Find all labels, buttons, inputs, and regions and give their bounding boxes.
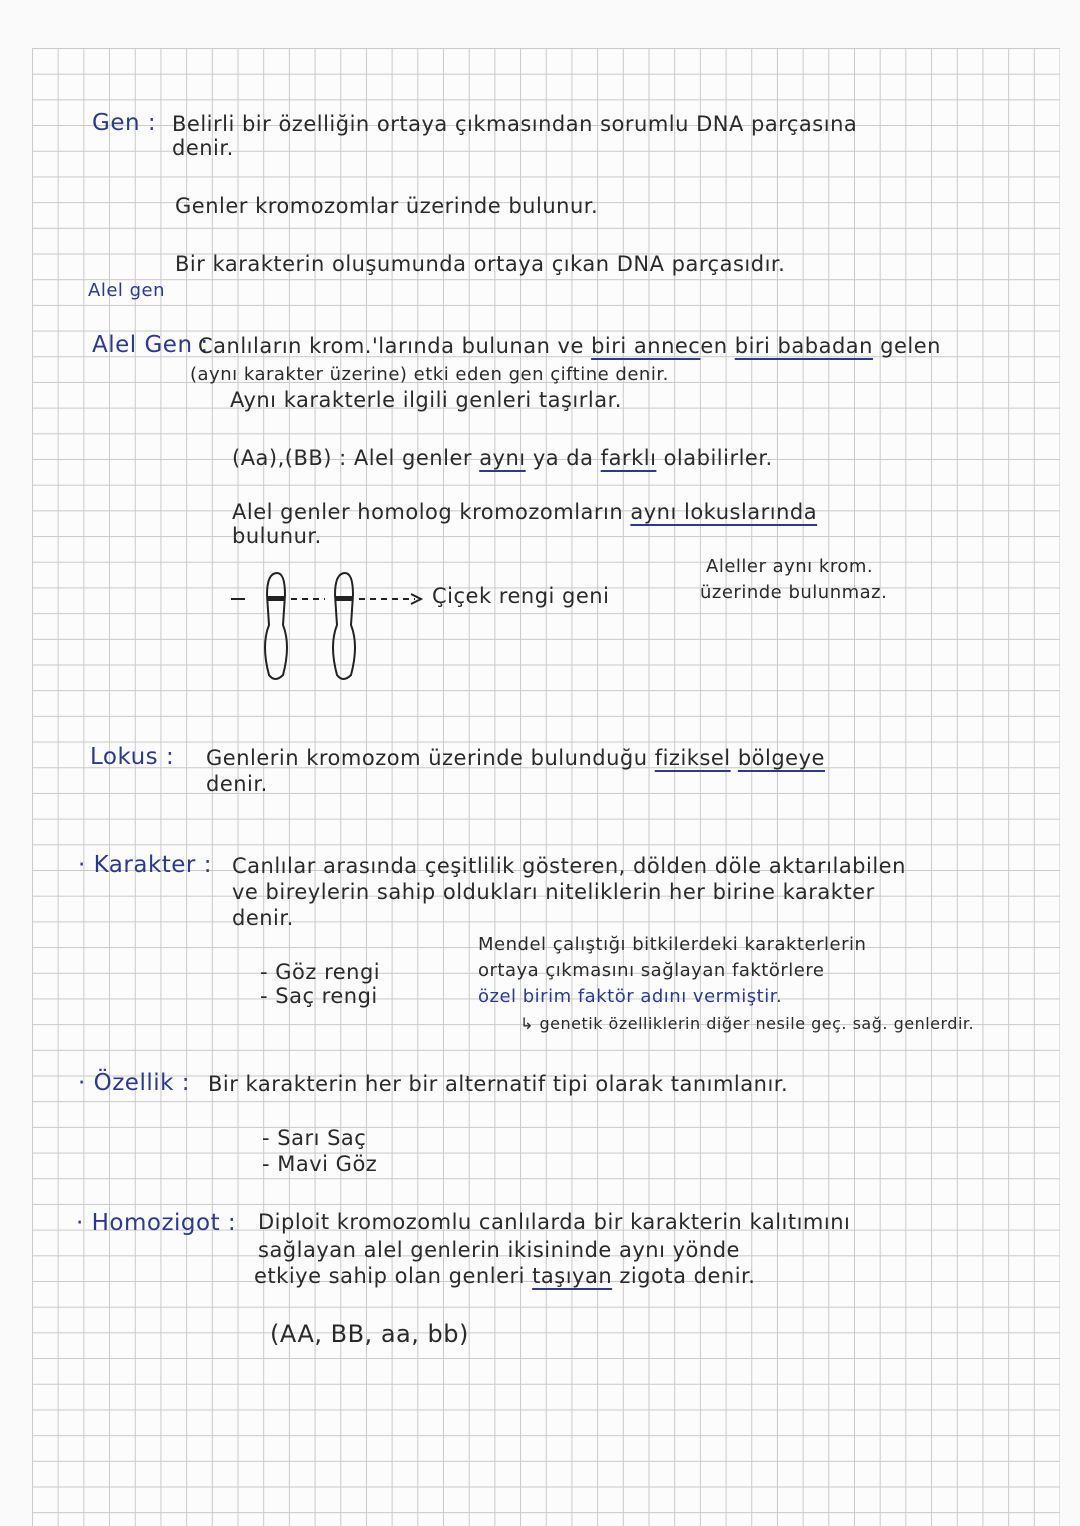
gen-note2: Bir karakterin oluşumunda ortaya çıkan DNA parçasıdır.: [175, 252, 786, 276]
gene-locus-left: [267, 596, 285, 601]
mendel-note-line4: ↳ genetik özelliklerin diğer nesile geç. sağ. genlerdir.: [520, 1014, 975, 1033]
alel-gen-note3-cont: bulunur.: [232, 524, 322, 548]
chromosome-right: [333, 573, 355, 679]
mendel-note-line2: ortaya çıkmasını sağlayan faktörlere: [478, 960, 825, 981]
ozellik-example-1: - Sarı Saç: [262, 1126, 367, 1150]
lokus-definition-line2: denir.: [206, 772, 268, 796]
alel-gen-margin-label: Alel gen: [88, 280, 166, 301]
karakter-term: · Karakter :: [78, 852, 212, 878]
mendel-note-line1: Mendel çalıştığı bitkilerdeki karakterlerin: [478, 934, 867, 955]
lokus-term: Lokus :: [90, 744, 175, 770]
homozigot-definition-line1: Diploit kromozomlu canlılarda bir karakterin kalıtımını: [258, 1210, 851, 1234]
mendel-note-line3: özel birim faktör adını vermiştir.: [478, 986, 783, 1007]
gen-definition-line1: Belirli bir özelliğin ortaya çıkmasından sorumlu DNA parçasına: [172, 112, 858, 136]
side-note-line2: üzerinde bulunmaz.: [700, 582, 888, 603]
karakter-example-2: - Saç rengi: [260, 984, 378, 1008]
homozigot-examples: (AA, BB, aa, bb): [270, 1320, 469, 1348]
karakter-example-1: - Göz rengi: [260, 960, 381, 984]
alel-gen-note2: (Aa),(BB) : Alel genler aynı ya da farklı olabilirler.: [232, 446, 773, 470]
gen-note1: Genler kromozomlar üzerinde bulunur.: [175, 194, 599, 218]
karakter-definition-line3: denir.: [232, 906, 294, 930]
homozigot-term: · Homozigot :: [76, 1210, 237, 1236]
homozigot-definition-line3: etkiye sahip olan genleri taşıyan zigota denir.: [254, 1264, 756, 1288]
homologous-chromosomes-diagram: [225, 565, 445, 685]
homozigot-definition-line2: sağlayan alel genlerin ikisininde aynı yönde: [258, 1238, 740, 1262]
diagram-label: Çiçek rengi geni: [432, 584, 610, 608]
alel-gen-note3: Alel genler homolog kromozomların aynı lokuslarında: [232, 500, 818, 524]
alel-gen-definition-line2: (aynı karakter üzerine) etki eden gen çiftine denir.: [190, 364, 669, 385]
alel-gen-definition-line1: Canlıların krom.'larında bulunan ve biri annecen biri babadan gelen: [198, 334, 941, 358]
ozellik-example-2: - Mavi Göz: [262, 1152, 378, 1176]
karakter-definition-line1: Canlılar arasında çeşitlilik gösteren, dölden döle aktarılabilen: [232, 854, 906, 878]
side-note-line1: Aleller aynı krom.: [706, 556, 874, 577]
alel-gen-note1: Aynı karakterle ilgili genleri taşırlar.: [230, 388, 622, 412]
ozellik-term: · Özellik :: [78, 1070, 191, 1096]
alel-gen-term: Alel Gen :: [92, 332, 209, 358]
gene-locus-right: [335, 596, 353, 601]
lokus-definition-line1: Genlerin kromozom üzerinde bulunduğu fiziksel bölgeye: [206, 746, 825, 770]
gen-definition-line2: denir.: [172, 136, 234, 160]
chromosome-left: [265, 573, 287, 679]
gen-term: Gen :: [92, 110, 157, 136]
karakter-definition-line2: ve bireylerin sahip oldukları niteliklerin her birine karakter: [232, 880, 875, 904]
ozellik-definition: Bir karakterin her bir alternatif tipi olarak tanımlanır.: [208, 1072, 789, 1096]
